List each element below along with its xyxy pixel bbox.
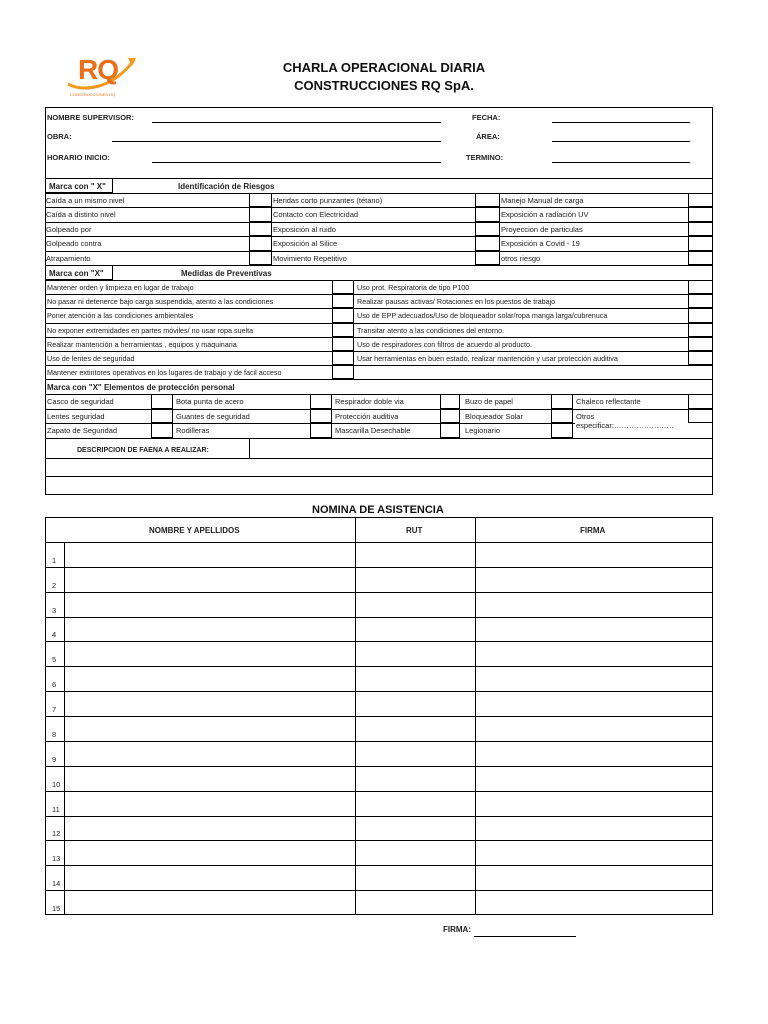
epp-item-4-3: Legionario — [465, 426, 501, 436]
medida-left-check-4[interactable] — [332, 323, 354, 337]
attendance-rut-cell[interactable] — [356, 741, 475, 766]
medida-right-6: Usar herramientas en buen estado, realizar mantención y usar protección auditiva — [357, 354, 618, 363]
footer-firma-label: FIRMA: — [443, 925, 471, 934]
medidas-title: Medidas de Preventivas — [181, 269, 272, 278]
attendance-name-cell[interactable] — [65, 617, 355, 642]
epp-check-5-2[interactable] — [688, 409, 713, 424]
riesgo-item-2-5: Movimiento Repetitivo — [273, 253, 347, 263]
attendance-firma-cell[interactable] — [476, 741, 712, 766]
epp-check-1-2[interactable] — [151, 409, 173, 424]
epp-check-1-1[interactable] — [151, 394, 173, 409]
attendance-name-cell[interactable] — [65, 890, 355, 915]
attendance-firma-cell[interactable] — [476, 716, 712, 741]
epp-check-4-1[interactable] — [551, 394, 573, 409]
riesgo-check-1-3[interactable] — [249, 222, 272, 236]
attendance-name-cell[interactable] — [65, 840, 355, 865]
attendance-rut-cell[interactable] — [356, 865, 475, 890]
riesgo-item-1-3: Golpeado por — [46, 224, 92, 234]
medida-left-check-7[interactable] — [332, 365, 354, 379]
attendance-rut-cell[interactable] — [356, 691, 475, 716]
medida-right-3: Uso de EPP adecuados/Uso de bloqueador solar/ropa manga larga/cubrenuca — [357, 311, 608, 321]
medida-right-check-4[interactable] — [688, 323, 713, 337]
row-number: 6 — [52, 680, 57, 690]
row-number: 15 — [52, 904, 61, 913]
attendance-firma-cell[interactable] — [476, 617, 712, 642]
epp-item-2-1: Bota punta de acero — [176, 397, 244, 406]
epp-check-1-3[interactable] — [151, 423, 173, 438]
epp-item-5-3: especificar:…………………… — [576, 421, 674, 431]
attendance-name-cell[interactable] — [65, 691, 355, 716]
riesgos-title: Identificación de Riesgos — [178, 182, 275, 191]
riesgo-check-3-3[interactable] — [688, 222, 713, 236]
footer-firma-field[interactable] — [474, 936, 576, 937]
riesgo-item-3-2: Exposición a radiación UV — [501, 210, 589, 220]
horario-label: HORARIO INICIO: — [47, 153, 110, 162]
epp-item-3-3: Mascarilla Desechable — [335, 426, 411, 436]
attendance-name-cell[interactable] — [65, 542, 355, 567]
medida-left-1: Mantener orden y limpieza en lugar de trabajo — [47, 283, 194, 292]
medida-left-2: No pasar ni detenerce bajo carga suspendida, atento a las condiciones — [47, 297, 274, 307]
epp-item-1-1: Casco de seguridad — [47, 397, 114, 406]
medida-left-6: Uso de lentes de seguridad — [47, 354, 135, 363]
medida-right-check-5[interactable] — [688, 337, 713, 351]
medida-left-check-5[interactable] — [332, 337, 354, 351]
riesgo-item-1-2: Caída a distinto nivel — [46, 210, 116, 220]
row-number: 7 — [52, 705, 57, 715]
attendance-firma-cell[interactable] — [476, 592, 712, 617]
page-subtitle: CONSTRUCCIONES RQ SpA. — [294, 78, 474, 93]
supervisor-field[interactable] — [152, 122, 441, 123]
medida-left-check-3[interactable] — [332, 308, 354, 322]
attendance-rut-cell[interactable] — [356, 791, 475, 816]
attendance-rut-cell[interactable] — [356, 567, 475, 592]
epp-check-3-2[interactable] — [440, 409, 460, 424]
epp-item-5-1: Chaleco reflectante — [576, 397, 641, 406]
riesgos-marca-cell: Marca con " X" — [45, 178, 113, 193]
epp-check-2-2[interactable] — [310, 409, 332, 424]
riesgo-item-2-3: Exposición al ruido — [273, 224, 336, 234]
medida-right-check-1[interactable] — [688, 280, 713, 294]
attendance-name-cell[interactable] — [65, 816, 355, 841]
attendance-firma-cell[interactable] — [476, 567, 712, 592]
logo-text: RQ — [78, 54, 118, 85]
fecha-label: FECHA: — [472, 113, 501, 122]
attendance-name-cell[interactable] — [65, 666, 355, 691]
riesgo-check-3-5[interactable] — [688, 251, 713, 265]
attendance-firma-cell[interactable] — [476, 865, 712, 890]
row-number: 5 — [52, 655, 57, 665]
epp-item-3-1: Respirador doble via — [335, 397, 404, 406]
riesgo-item-1-4: Golpeado contra — [46, 239, 102, 249]
attendance-firma-cell[interactable] — [476, 666, 712, 691]
attendance-firma-cell[interactable] — [476, 816, 712, 841]
row-number: 4 — [52, 630, 57, 640]
epp-check-5-1[interactable] — [688, 394, 713, 409]
epp-check-3-3[interactable] — [440, 423, 460, 438]
logo-subtext: CONSTRUCCIONES RQ — [70, 92, 116, 97]
horario-field[interactable] — [152, 162, 441, 163]
col-nombre-header: NOMBRE Y APELLIDOS — [149, 526, 240, 535]
col-rut-header: RUT — [406, 526, 423, 535]
attendance-rut-cell[interactable] — [356, 666, 475, 691]
riesgo-item-1-1: Caída a un mismo nivel — [46, 196, 125, 205]
attendance-firma-cell[interactable] — [476, 766, 712, 791]
row-number: 10 — [52, 779, 61, 789]
medida-right-2: Realizar pausas activas/ Rotaciones en los puestos de trabajo — [357, 297, 556, 307]
riesgo-item-3-1: Manejo Manual de carga — [501, 196, 584, 205]
riesgo-item-2-2: Contacto con Electricidad — [273, 210, 359, 220]
attendance-rut-cell[interactable] — [356, 617, 475, 642]
attendance-rut-cell[interactable] — [356, 592, 475, 617]
row-number: 1 — [52, 555, 57, 565]
attendance-rut-cell[interactable] — [356, 716, 475, 741]
attendance-name-cell[interactable] — [65, 716, 355, 741]
attendance-name-cell[interactable] — [65, 791, 355, 816]
row-number: 11 — [52, 804, 60, 814]
riesgo-check-1-5[interactable] — [249, 251, 272, 265]
epp-check-4-2[interactable] — [551, 409, 573, 424]
faena-label: DESCRIPCION DE FAENA A REALIZAR: — [77, 447, 209, 454]
epp-item-5-2: Otros — [576, 411, 595, 421]
riesgo-check-2-2[interactable] — [475, 207, 500, 221]
riesgo-item-3-5: otros riesgo — [501, 253, 541, 263]
riesgo-check-1-2[interactable] — [249, 207, 272, 221]
attendance-rut-cell[interactable] — [356, 766, 475, 791]
medida-left-check-6[interactable] — [332, 351, 354, 365]
riesgo-item-2-4: Exposición al Silice — [273, 239, 338, 249]
row-number: 8 — [52, 729, 57, 739]
attendance-rut-cell[interactable] — [356, 816, 475, 841]
medida-left-check-1[interactable] — [332, 280, 354, 294]
riesgo-item-1-5: Atrapamiento — [46, 253, 91, 263]
epp-check-4-3[interactable] — [551, 423, 573, 438]
medida-left-3: Poner atención a las condiciones ambientales — [47, 311, 194, 321]
riesgo-check-3-4[interactable] — [688, 236, 713, 250]
attendance-firma-cell[interactable] — [476, 641, 712, 666]
row-number: 13 — [52, 854, 61, 864]
epp-item-1-3: Zapato de Seguridad — [47, 426, 118, 436]
termino-label: TERMINO: — [466, 153, 504, 162]
attendance-name-cell[interactable] — [65, 766, 355, 791]
epp-item-4-1: Buzo de papel — [465, 397, 513, 406]
epp-check-2-3[interactable] — [310, 423, 332, 438]
medida-left-5: Realizar mantención a herramientas , equipos y maquinaria — [47, 339, 237, 349]
riesgo-check-3-2[interactable] — [688, 207, 713, 221]
attendance-rut-cell[interactable] — [356, 890, 475, 915]
attendance-rut-cell[interactable] — [356, 542, 475, 567]
epp-title: Marca con "X" Elementos de protección personal — [47, 383, 235, 392]
riesgo-item-3-4: Exposición a Covid - 19 — [501, 239, 580, 249]
row-number: 14 — [52, 879, 61, 889]
epp-check-2-1[interactable] — [310, 394, 332, 409]
epp-item-1-2: Lentes seguridad — [47, 411, 105, 421]
epp-item-3-2: Protección auditiva — [335, 411, 399, 421]
col-firma-header: FIRMA — [580, 526, 606, 535]
row-number: 2 — [52, 580, 57, 590]
riesgo-item-2-1: Heridas corto punzantes (tétano) — [273, 196, 383, 205]
riesgo-check-2-1[interactable] — [475, 193, 500, 207]
attendance-firma-cell[interactable] — [476, 890, 712, 915]
riesgo-check-1-1[interactable] — [249, 193, 272, 207]
medida-right-1: Uso prot. Respiratoria de tipo P100 — [357, 283, 470, 292]
attendance-name-cell[interactable] — [65, 641, 355, 666]
medida-right-check-6[interactable] — [688, 351, 713, 365]
row-number: 3 — [52, 605, 57, 615]
riesgo-check-2-5[interactable] — [475, 251, 500, 265]
attendance-name-cell[interactable] — [65, 865, 355, 890]
medida-right-5: Uso de respiradores con filtros de acuerdo al producto. — [357, 339, 532, 349]
medida-left-4: No exponer extremidades en partes móviles/ no usar ropa suelta — [47, 325, 254, 335]
epp-item-4-2: Bloqueador Solar — [465, 411, 523, 421]
riesgo-check-3-1[interactable] — [688, 193, 713, 207]
medidas-marca-cell: Marca con "X" — [45, 265, 113, 280]
epp-item-2-2: Guantes de seguridad — [176, 411, 250, 421]
attendance-firma-cell[interactable] — [476, 691, 712, 716]
epp-item-2-3: Rodilleras — [176, 426, 210, 436]
epp-check-3-1[interactable] — [440, 394, 460, 409]
medida-left-check-2[interactable] — [332, 294, 354, 308]
page-title: CHARLA OPERACIONAL DIARIA — [282, 60, 486, 75]
attendance-name-cell[interactable] — [65, 567, 355, 592]
obra-label: OBRA: — [47, 132, 72, 141]
supervisor-label: NOMBRE SUPERVISOR: — [47, 113, 134, 122]
row-number: 9 — [52, 754, 57, 764]
attendance-name-cell[interactable] — [65, 741, 355, 766]
termino-field[interactable] — [552, 162, 690, 163]
riesgo-check-1-4[interactable] — [249, 236, 272, 250]
medida-right-check-2[interactable] — [688, 294, 713, 308]
medida-left-7: Mantener extintores operativos en los lugares de trabajo y de facil acceso — [47, 368, 282, 378]
area-field[interactable] — [552, 141, 690, 142]
attendance-name-cell[interactable] — [65, 592, 355, 617]
row-number: 12 — [52, 829, 61, 839]
medida-right-4: Transitar atento a las condiciones del entorno. — [357, 325, 505, 335]
riesgo-check-2-4[interactable] — [475, 236, 500, 250]
attendance-rut-cell[interactable] — [356, 641, 475, 666]
riesgo-item-3-3: Proyeccion de particulas — [501, 224, 583, 234]
fecha-field[interactable] — [552, 122, 690, 123]
nomina-title: NOMINA DE ASISTENCIA — [312, 504, 444, 516]
attendance-firma-cell[interactable] — [476, 840, 712, 865]
attendance-firma-cell[interactable] — [476, 542, 712, 567]
obra-field[interactable] — [112, 141, 441, 142]
riesgo-check-2-3[interactable] — [475, 222, 500, 236]
attendance-firma-cell[interactable] — [476, 791, 712, 816]
area-label: ÁREA: — [476, 132, 500, 141]
faena-field[interactable] — [46, 459, 712, 494]
attendance-rut-cell[interactable] — [356, 840, 475, 865]
medida-right-check-3[interactable] — [688, 308, 713, 322]
